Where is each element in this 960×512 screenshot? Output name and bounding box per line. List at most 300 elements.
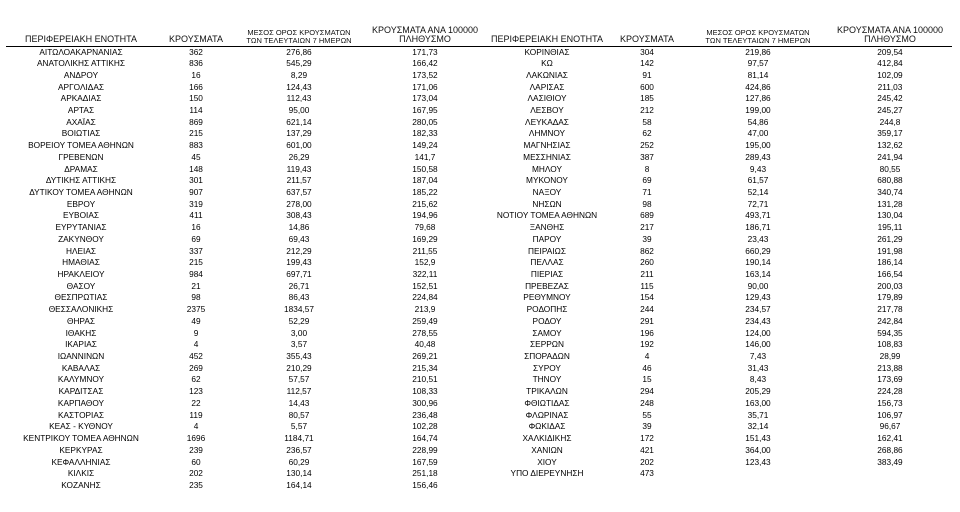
table-row bbox=[488, 468, 952, 480]
table-row bbox=[488, 421, 952, 433]
cases-cell: 119 bbox=[189, 409, 203, 420]
cases-cell: 98 bbox=[191, 292, 201, 303]
region-name-cell: ΘΕΣΠΡΩΤΙΑΣ bbox=[54, 292, 108, 303]
table-row bbox=[6, 175, 488, 187]
region-name-cell: ΛΗΜΝΟΥ bbox=[528, 128, 566, 139]
cases-cell: 2375 bbox=[186, 304, 206, 315]
cases-per-100k-cell: 150,58 bbox=[412, 163, 438, 174]
seven-day-average-cell: 60,29 bbox=[288, 456, 310, 467]
seven-day-average-header-line1: ΜΕΣΟΣ ΟΡΟΣ ΚΡΟΥΣΜΑΤΩΝ bbox=[247, 27, 351, 37]
cases-per-100k-header bbox=[362, 0, 488, 46]
cases-per-100k-header-line1: ΚΡΟΥΣΜΑΤΑ ΑΝΑ 100000 bbox=[372, 24, 478, 35]
cases-per-100k-cell: 195,11 bbox=[877, 222, 903, 233]
cases-cell: 869 bbox=[189, 116, 203, 127]
cases-cell: 600 bbox=[640, 81, 654, 92]
cases-per-100k-cell: 245,27 bbox=[877, 104, 903, 115]
table-row bbox=[488, 280, 952, 292]
cases-table-left-body bbox=[6, 46, 488, 491]
cases-cell: 154 bbox=[640, 292, 654, 303]
table-row bbox=[488, 374, 952, 386]
cases-per-100k-cell: 224,28 bbox=[877, 386, 903, 397]
cases-per-100k-cell: 96,67 bbox=[879, 421, 901, 432]
table-row bbox=[488, 116, 952, 128]
cases-per-100k-cell: 171,73 bbox=[412, 46, 438, 57]
cases-per-100k-cell: 215,62 bbox=[412, 198, 438, 209]
cases-per-100k-cell: 194,96 bbox=[412, 210, 438, 221]
seven-day-average-header bbox=[236, 0, 362, 46]
region-name-cell: ΑΡΤΑΣ bbox=[67, 104, 95, 115]
table-row bbox=[488, 456, 952, 468]
table-row bbox=[488, 316, 952, 328]
table-row bbox=[488, 433, 952, 445]
seven-day-average-cell: 637,57 bbox=[286, 186, 312, 197]
cases-cell: 21 bbox=[191, 280, 201, 291]
cases-per-100k-cell: 167,95 bbox=[412, 104, 438, 115]
seven-day-average-cell: 95,00 bbox=[288, 104, 310, 115]
table-row bbox=[488, 362, 952, 374]
seven-day-average-cell: 80,57 bbox=[288, 409, 310, 420]
cases-per-100k-cell: 228,99 bbox=[412, 444, 438, 455]
seven-day-average-cell: 35,71 bbox=[747, 409, 769, 420]
region-name-cell: ΘΗΡΑΣ bbox=[66, 315, 96, 326]
region-name-cell: ΝΟΤΙΟΥ ΤΟΜΕΑ ΑΘΗΝΩΝ bbox=[496, 210, 598, 221]
region-name-cell: ΤΗΝΟΥ bbox=[532, 374, 562, 385]
cases-cell: 150 bbox=[189, 93, 203, 104]
seven-day-average-cell: 124,43 bbox=[286, 81, 312, 92]
seven-day-average-cell: 276,86 bbox=[286, 46, 312, 57]
cases-per-100k-cell: 186,14 bbox=[877, 257, 903, 268]
seven-day-average-cell: 72,71 bbox=[747, 198, 769, 209]
region-header: ΠΕΡΙΦΕΡΕΙΑΚΗ ΕΝΟΤΗΤΑ bbox=[488, 0, 606, 46]
region-name-cell: ΧΙΟΥ bbox=[537, 456, 557, 467]
table-row bbox=[6, 433, 488, 445]
region-name-cell: ΗΡΑΚΛΕΙΟΥ bbox=[57, 269, 105, 280]
seven-day-average-cell: 8,29 bbox=[290, 69, 308, 80]
region-name-cell: ΠΕΛΛΑΣ bbox=[530, 257, 564, 268]
region-name-cell: ΘΑΣΟΥ bbox=[66, 280, 96, 291]
cases-per-100k-cell: 141,7 bbox=[414, 151, 436, 162]
region-name-cell: ΕΥΒΟΙΑΣ bbox=[62, 210, 100, 221]
region-name-cell: ΓΡΕΒΕΝΩΝ bbox=[58, 151, 104, 162]
cases-cell: 9 bbox=[193, 327, 199, 338]
cases-cell: 301 bbox=[189, 175, 203, 186]
seven-day-average-cell: 186,71 bbox=[745, 222, 771, 233]
table-row bbox=[6, 234, 488, 246]
seven-day-average-cell: 1184,71 bbox=[284, 433, 314, 444]
cases-cell: 337 bbox=[189, 245, 203, 256]
cases-per-100k-cell: 79,68 bbox=[414, 222, 436, 233]
table-row bbox=[6, 198, 488, 210]
cases-cell: 115 bbox=[640, 280, 654, 291]
cases-per-100k-cell: 185,22 bbox=[412, 186, 438, 197]
seven-day-average-cell: 112,43 bbox=[286, 93, 312, 104]
region-name-cell: ΠΕΙΡΑΙΩΣ bbox=[528, 245, 566, 256]
table-row bbox=[488, 257, 952, 269]
seven-day-average-cell: 69,43 bbox=[288, 233, 310, 244]
region-name-cell: ΑΧΑΪΑΣ bbox=[66, 116, 96, 127]
cases-per-100k-cell bbox=[828, 468, 952, 480]
region-name-cell: ΥΠΟ ΔΙΕΡΕΥΝΗΣΗ bbox=[510, 468, 584, 479]
cases-per-100k-cell: 224,84 bbox=[412, 292, 438, 303]
table-row bbox=[6, 222, 488, 234]
cases-cell: 202 bbox=[640, 456, 654, 467]
seven-day-average-cell: 1834,57 bbox=[284, 304, 314, 315]
cases-cell: 69 bbox=[191, 233, 201, 244]
cases-per-100k-cell: 209,54 bbox=[877, 46, 903, 57]
region-name-cell: ΝΗΣΩΝ bbox=[532, 198, 562, 209]
seven-day-average-cell: 199,43 bbox=[286, 257, 312, 268]
cases-cell: 304 bbox=[640, 46, 654, 57]
cases-per-100k-cell: 132,62 bbox=[877, 140, 903, 151]
cases-cell: 39 bbox=[642, 421, 652, 432]
cases-cell: 452 bbox=[189, 351, 203, 362]
region-name-cell: ΜΕΣΣΗΝΙΑΣ bbox=[523, 151, 571, 162]
table-row bbox=[488, 304, 952, 316]
region-name-cell: ΚΙΛΚΙΣ bbox=[67, 468, 95, 479]
cases-cell: 22 bbox=[191, 397, 201, 408]
region-name-cell: ΛΕΣΒΟΥ bbox=[530, 104, 564, 115]
cases-cell: 212 bbox=[640, 104, 654, 115]
table-row bbox=[488, 187, 952, 199]
cases-header: ΚΡΟΥΣΜΑΤΑ bbox=[606, 0, 688, 46]
table-row bbox=[488, 210, 952, 222]
region-name-cell: ΠΑΡΟΥ bbox=[532, 233, 562, 244]
seven-day-average-header-line2: ΤΩΝ ΤΕΛΕΥΤΑΙΩΝ 7 ΗΜΕΡΩΝ bbox=[246, 35, 352, 45]
cases-cell: 421 bbox=[640, 444, 654, 455]
region-name-cell: ΛΑΚΩΝΙΑΣ bbox=[526, 69, 568, 80]
region-name-cell: ΚΕΦΑΛΛΗΝΙΑΣ bbox=[51, 456, 111, 467]
cases-per-100k-cell: 245,42 bbox=[877, 93, 903, 104]
seven-day-average-cell: 146,00 bbox=[745, 339, 771, 350]
cases-cell: 4 bbox=[193, 421, 199, 432]
cases-per-100k-cell: 200,03 bbox=[877, 280, 903, 291]
table-row bbox=[488, 163, 952, 175]
cases-per-100k-cell: 213,9 bbox=[414, 304, 436, 315]
cases-per-100k-cell: 261,29 bbox=[877, 233, 903, 244]
cases-cell: 172 bbox=[640, 433, 654, 444]
seven-day-average-cell: 660,29 bbox=[745, 245, 771, 256]
seven-day-average-cell: 31,43 bbox=[747, 362, 769, 373]
cases-cell: 114 bbox=[189, 104, 203, 115]
cases-cell: 260 bbox=[640, 257, 654, 268]
seven-day-average-cell: 57,57 bbox=[288, 374, 310, 385]
seven-day-average-cell: 5,57 bbox=[290, 421, 308, 432]
cases-per-100k-cell: 40,48 bbox=[414, 339, 436, 350]
region-name-cell: ΙΚΑΡΙΑΣ bbox=[65, 339, 97, 350]
region-name-cell: ΕΥΡΥΤΑΝΙΑΣ bbox=[55, 222, 107, 233]
cases-per-100k-cell: 169,29 bbox=[412, 233, 438, 244]
cases-cell: 60 bbox=[191, 456, 201, 467]
cases-cell: 8 bbox=[644, 163, 650, 174]
region-name-cell: ΑΝΔΡΟΥ bbox=[63, 69, 99, 80]
cases-cell: 269 bbox=[189, 362, 203, 373]
table-row bbox=[488, 198, 952, 210]
cases-cell: 211 bbox=[640, 269, 654, 280]
region-name-cell: ΧΑΛΚΙΔΙΚΗΣ bbox=[522, 433, 572, 444]
cases-per-100k-cell: 268,86 bbox=[877, 444, 903, 455]
cases-table-left bbox=[6, 0, 488, 491]
cases-per-100k-cell: 680,88 bbox=[877, 175, 903, 186]
cases-cell: 15 bbox=[642, 374, 652, 385]
cases-per-100k-header-line2: ΠΛΗΘΥΣΜΟ bbox=[399, 34, 451, 44]
table-row bbox=[6, 105, 488, 117]
seven-day-average-cell: 163,14 bbox=[745, 269, 771, 280]
table-row bbox=[488, 128, 952, 140]
cases-per-100k-cell: 102,09 bbox=[877, 69, 903, 80]
table-row bbox=[488, 351, 952, 363]
cases-cell: 1696 bbox=[186, 433, 206, 444]
region-name-cell: ΚΑΒΑΛΑΣ bbox=[61, 362, 101, 373]
table-row bbox=[6, 327, 488, 339]
cases-per-100k-cell: 244,8 bbox=[879, 116, 901, 127]
seven-day-average-cell: 86,43 bbox=[288, 292, 310, 303]
cases-per-100k-cell: 300,96 bbox=[412, 397, 438, 408]
seven-day-average-cell: 9,43 bbox=[749, 163, 767, 174]
cases-cell: 71 bbox=[642, 186, 652, 197]
seven-day-average-cell: 278,00 bbox=[286, 198, 312, 209]
table-row bbox=[6, 163, 488, 175]
region-name-cell: ΔΥΤΙΚΟΥ ΤΟΜΕΑ ΑΘΗΝΩΝ bbox=[29, 186, 133, 197]
cases-cell: 217 bbox=[640, 222, 654, 233]
table-row bbox=[6, 351, 488, 363]
cases-per-100k-cell: 242,84 bbox=[877, 315, 903, 326]
table-row bbox=[488, 93, 952, 105]
region-name-cell: ΦΩΚΙΔΑΣ bbox=[528, 421, 566, 432]
cases-cell: 689 bbox=[640, 210, 654, 221]
region-name-cell: ΣΑΜΟΥ bbox=[532, 327, 562, 338]
cases-per-100k-cell: 259,49 bbox=[412, 315, 438, 326]
region-name-cell: ΔΥΤΙΚΗΣ ΑΤΤΙΚΗΣ bbox=[45, 175, 117, 186]
cases-cell: 362 bbox=[189, 46, 203, 57]
region-name-cell: ΚΕΝΤΡΙΚΟΥ ΤΟΜΕΑ ΑΘΗΝΩΝ bbox=[23, 433, 139, 444]
seven-day-average-cell: 7,43 bbox=[749, 351, 767, 362]
cases-per-100k-cell: 108,83 bbox=[877, 339, 903, 350]
cases-cell: 46 bbox=[642, 362, 652, 373]
cases-per-100k-header bbox=[828, 0, 952, 46]
seven-day-average-cell bbox=[688, 468, 828, 480]
region-name-cell: ΒΟΡΕΙΟΥ ΤΟΜΕΑ ΑΘΗΝΩΝ bbox=[28, 140, 134, 151]
cases-cell: 319 bbox=[189, 198, 203, 209]
region-name-cell: ΚΑΛΥΜΝΟΥ bbox=[57, 374, 105, 385]
cases-per-100k-cell: 131,28 bbox=[877, 198, 903, 209]
seven-day-average-cell: 32,14 bbox=[747, 421, 769, 432]
table-row bbox=[6, 456, 488, 468]
table-row bbox=[488, 444, 952, 456]
seven-day-average-cell: 26,29 bbox=[288, 151, 310, 162]
region-name-cell: ΚΕΡΚΥΡΑΣ bbox=[59, 444, 103, 455]
region-name-cell: ΧΑΝΙΩΝ bbox=[531, 444, 563, 455]
region-name-cell: ΔΡΑΜΑΣ bbox=[64, 163, 98, 174]
seven-day-average-cell: 61,57 bbox=[747, 175, 769, 186]
table-row bbox=[6, 269, 488, 281]
region-name-cell: ΚΕΑΣ - ΚΥΘΝΟΥ bbox=[49, 421, 113, 432]
seven-day-average-cell: 52,14 bbox=[747, 186, 769, 197]
seven-day-average-cell: 199,00 bbox=[745, 104, 771, 115]
cases-per-100k-cell: 166,42 bbox=[412, 58, 438, 69]
seven-day-average-cell: 47,00 bbox=[747, 128, 769, 139]
table-row bbox=[6, 316, 488, 328]
table-row bbox=[488, 46, 952, 58]
table-row bbox=[6, 421, 488, 433]
cases-per-100k-cell: 191,98 bbox=[877, 245, 903, 256]
cases-per-100k-cell: 171,06 bbox=[412, 81, 438, 92]
cases-per-100k-cell: 173,69 bbox=[877, 374, 903, 385]
cases-per-100k-cell: 162,41 bbox=[877, 433, 903, 444]
region-name-cell: ΣΠΟΡΑΔΩΝ bbox=[524, 351, 570, 362]
region-name-cell: ΑΡΚΑΔΙΑΣ bbox=[60, 93, 102, 104]
seven-day-average-cell: 123,43 bbox=[745, 456, 771, 467]
seven-day-average-cell: 23,43 bbox=[747, 233, 769, 244]
cases-per-100k-cell: 164,74 bbox=[412, 433, 438, 444]
cases-per-100k-header-line2: ΠΛΗΘΥΣΜΟ bbox=[864, 34, 916, 44]
table-row bbox=[6, 187, 488, 199]
cases-per-100k-cell: 173,52 bbox=[412, 69, 438, 80]
seven-day-average-cell: 308,43 bbox=[286, 210, 312, 221]
table-row bbox=[488, 58, 952, 70]
cases-per-100k-cell: 187,04 bbox=[412, 175, 438, 186]
cases-per-100k-cell: 106,97 bbox=[877, 409, 903, 420]
seven-day-average-cell: 424,86 bbox=[745, 81, 771, 92]
table-row bbox=[6, 280, 488, 292]
table-row bbox=[488, 234, 952, 246]
region-name-cell: ΞΑΝΘΗΣ bbox=[529, 222, 565, 233]
seven-day-average-cell: 190,14 bbox=[745, 257, 771, 268]
table-row bbox=[6, 398, 488, 410]
cases-cell: 387 bbox=[640, 151, 654, 162]
cases-cell: 98 bbox=[642, 198, 652, 209]
seven-day-average-cell: 234,43 bbox=[745, 315, 771, 326]
cases-per-100k-cell: 211,55 bbox=[412, 245, 438, 256]
cases-cell: 123 bbox=[189, 386, 203, 397]
region-name-cell: ΣΥΡΟΥ bbox=[533, 362, 561, 373]
seven-day-average-header-line2: ΤΩΝ ΤΕΛΕΥΤΑΙΩΝ 7 ΗΜΕΡΩΝ bbox=[705, 35, 811, 45]
cases-cell: 91 bbox=[642, 69, 652, 80]
table-row bbox=[488, 292, 952, 304]
cases-cell: 294 bbox=[640, 386, 654, 397]
table-row bbox=[6, 93, 488, 105]
cases-per-100k-cell: 149,24 bbox=[412, 140, 438, 151]
cases-per-100k-cell: 241,94 bbox=[877, 151, 903, 162]
seven-day-average-cell: 151,43 bbox=[745, 433, 771, 444]
region-name-cell: ΤΡΙΚΑΛΩΝ bbox=[526, 386, 568, 397]
cases-per-100k-cell: 322,11 bbox=[412, 269, 438, 280]
table-row bbox=[488, 386, 952, 398]
seven-day-average-cell: 545,29 bbox=[286, 58, 312, 69]
cases-per-100k-cell: 179,89 bbox=[877, 292, 903, 303]
table-row bbox=[488, 222, 952, 234]
table-row bbox=[6, 444, 488, 456]
cases-cell: 166 bbox=[189, 81, 203, 92]
table-row bbox=[488, 151, 952, 163]
cases-per-100k-cell: 251,18 bbox=[412, 468, 438, 479]
table-row bbox=[6, 245, 488, 257]
table-row bbox=[488, 269, 952, 281]
seven-day-average-header bbox=[688, 0, 828, 46]
region-name-cell: ΑΝΑΤΟΛΙΚΗΣ ΑΤΤΙΚΗΣ bbox=[36, 58, 126, 69]
cases-per-100k-cell: 166,54 bbox=[877, 269, 903, 280]
table-header-row bbox=[6, 0, 488, 46]
cases-per-100k-header-line1: ΚΡΟΥΣΜΑΤΑ ΑΝΑ 100000 bbox=[837, 24, 943, 35]
seven-day-average-cell: 112,57 bbox=[286, 386, 312, 397]
seven-day-average-cell: 493,71 bbox=[745, 210, 771, 221]
seven-day-average-cell: 355,43 bbox=[286, 351, 312, 362]
seven-day-average-cell: 621,14 bbox=[286, 116, 312, 127]
region-name-cell: ΚΟΡΙΝΘΙΑΣ bbox=[524, 46, 570, 57]
seven-day-average-cell: 212,29 bbox=[286, 245, 312, 256]
cases-per-100k-cell: 211,03 bbox=[877, 81, 903, 92]
cases-cell: 248 bbox=[640, 397, 654, 408]
seven-day-average-cell: 195,00 bbox=[745, 140, 771, 151]
seven-day-average-cell: 119,43 bbox=[286, 163, 312, 174]
table-row bbox=[6, 409, 488, 421]
region-name-cell: ΡΟΔΟΠΗΣ bbox=[526, 304, 568, 315]
cases-per-100k-cell: 383,49 bbox=[877, 456, 903, 467]
seven-day-average-cell: 211,57 bbox=[286, 175, 312, 186]
cases-cell: 244 bbox=[640, 304, 654, 315]
seven-day-average-cell: 14,43 bbox=[288, 397, 310, 408]
cases-cell: 862 bbox=[640, 245, 654, 256]
seven-day-average-header-line1: ΜΕΣΟΣ ΟΡΟΣ ΚΡΟΥΣΜΑΤΩΝ bbox=[706, 27, 810, 37]
seven-day-average-cell: 97,57 bbox=[747, 58, 769, 69]
cases-cell: 45 bbox=[191, 151, 201, 162]
seven-day-average-cell: 54,86 bbox=[747, 116, 769, 127]
region-name-cell: ΡΟΔΟΥ bbox=[532, 315, 562, 326]
table-row bbox=[488, 245, 952, 257]
table-row bbox=[6, 468, 488, 480]
seven-day-average-cell: 236,57 bbox=[286, 444, 312, 455]
region-name-cell: ΠΙΕΡΙΑΣ bbox=[530, 269, 564, 280]
seven-day-average-cell: 52,29 bbox=[288, 315, 310, 326]
cases-per-100k-cell: 28,99 bbox=[879, 351, 901, 362]
table-row bbox=[488, 81, 952, 93]
cases-cell: 148 bbox=[189, 163, 203, 174]
cases-cell: 16 bbox=[191, 69, 201, 80]
region-name-cell: ΠΡΕΒΕΖΑΣ bbox=[525, 280, 569, 291]
table-row bbox=[6, 128, 488, 140]
seven-day-average-cell: 127,86 bbox=[745, 93, 771, 104]
cases-per-100k-cell: 182,33 bbox=[412, 128, 438, 139]
cases-cell: 196 bbox=[640, 327, 654, 338]
cases-per-100k-cell: 210,51 bbox=[412, 374, 438, 385]
region-name-cell: ΛΕΥΚΑΔΑΣ bbox=[525, 116, 569, 127]
table-row bbox=[6, 362, 488, 374]
cases-cell: 239 bbox=[189, 444, 203, 455]
cases-cell: 202 bbox=[189, 468, 203, 479]
seven-day-average-cell: 601,00 bbox=[286, 140, 312, 151]
table-row bbox=[488, 105, 952, 117]
region-name-cell: ΚΑΣΤΟΡΙΑΣ bbox=[57, 409, 105, 420]
region-name-cell: ΗΜΑΘΙΑΣ bbox=[62, 257, 100, 268]
table-row bbox=[6, 339, 488, 351]
table-row bbox=[6, 116, 488, 128]
seven-day-average-cell: 219,86 bbox=[745, 46, 771, 57]
seven-day-average-cell: 205,29 bbox=[745, 386, 771, 397]
cases-cell: 984 bbox=[189, 269, 203, 280]
table-row bbox=[6, 257, 488, 269]
seven-day-average-cell: 14,86 bbox=[288, 222, 310, 233]
cases-per-100k-cell: 340,74 bbox=[877, 186, 903, 197]
table-row bbox=[488, 398, 952, 410]
region-name-cell: ΡΕΘΥΜΝΟΥ bbox=[523, 292, 571, 303]
seven-day-average-cell: 234,57 bbox=[745, 304, 771, 315]
cases-cell: 883 bbox=[189, 140, 203, 151]
seven-day-average-cell: 163,00 bbox=[745, 397, 771, 408]
region-name-cell: ΕΒΡΟΥ bbox=[66, 198, 96, 209]
seven-day-average-cell: 129,43 bbox=[745, 292, 771, 303]
cases-cell: 49 bbox=[191, 315, 201, 326]
cases-cell: 16 bbox=[191, 222, 201, 233]
table-row bbox=[488, 409, 952, 421]
